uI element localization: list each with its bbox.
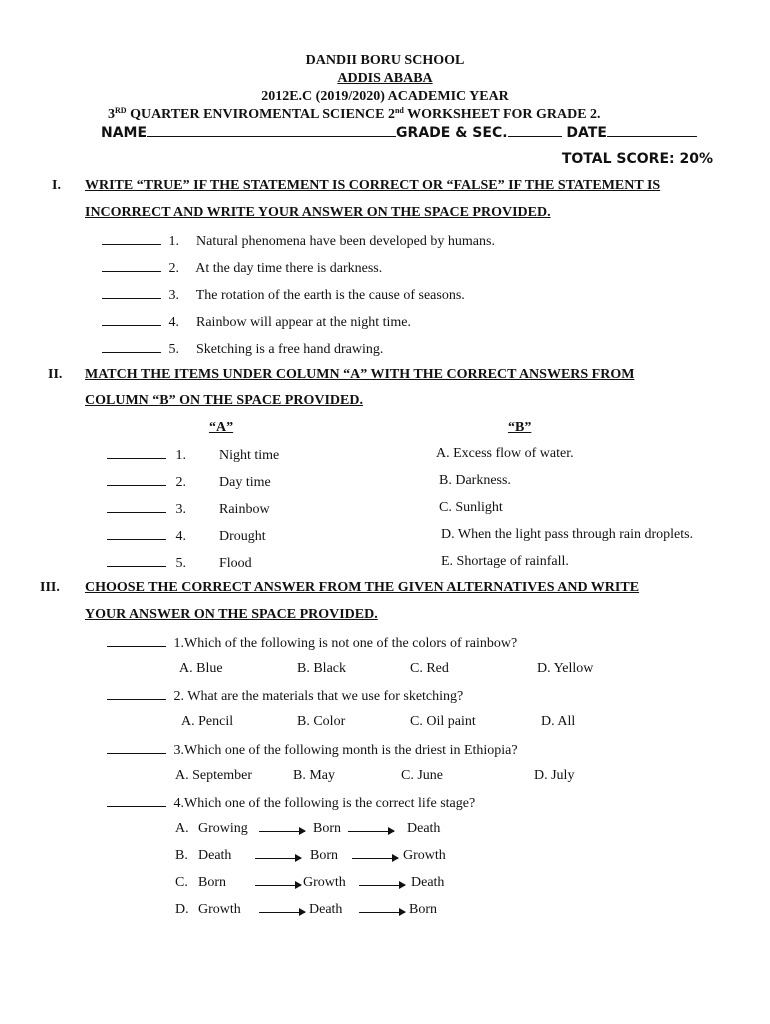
question-text: 3.Which one of the following month is the driest in Ethiopia? (173, 743, 518, 758)
arrow-icon (255, 858, 301, 859)
option: D. Yellow (537, 661, 594, 676)
section-3-numeral: III. (40, 580, 60, 595)
row-number: 5. (175, 556, 186, 571)
option-letter: B. (175, 848, 188, 863)
list-item (102, 286, 465, 304)
statement-text: Natural phenomena have been developed by humans. (196, 234, 495, 249)
name-field[interactable] (147, 124, 396, 137)
stage-1: Born (198, 875, 226, 890)
arrow-icon (255, 885, 301, 886)
answer-blank[interactable] (102, 313, 161, 326)
section-3-title-line1: CHOOSE THE CORRECT ANSWER FROM THE GIVEN ALTERNATIVES AND WRITE (85, 580, 640, 595)
list-item (102, 232, 495, 250)
column-a-item: Day time (219, 475, 271, 490)
option: A. September (175, 768, 252, 783)
option-letter: C. (175, 875, 188, 890)
row-number: 3. (175, 502, 186, 517)
column-b-item: D. When the light pass through rain droplets. (441, 527, 694, 542)
question-2 (107, 687, 463, 705)
item-number: 2. (168, 261, 179, 276)
quarter-subject: QUARTER ENVIROMENTAL SCIENCE 2 (126, 107, 395, 122)
answer-blank[interactable] (107, 554, 166, 567)
option-letter: D. (175, 902, 189, 917)
option: D. All (541, 714, 576, 729)
list-item (102, 259, 382, 277)
option: C. Red (410, 661, 449, 676)
option: B. Black (297, 661, 346, 676)
option: B. Color (297, 714, 346, 729)
column-b-item: C. Sunlight (439, 500, 503, 515)
grade-label: GRADE & SEC. (396, 125, 508, 141)
arrow-icon (352, 858, 398, 859)
column-a-item: Rainbow (219, 502, 270, 517)
table-row (107, 554, 252, 572)
column-a-item: Flood (219, 556, 252, 571)
answer-blank[interactable] (107, 794, 166, 807)
table-row (107, 446, 279, 464)
section-2-numeral: II. (48, 367, 63, 382)
column-b-item: B. Darkness. (439, 473, 511, 488)
grade-title: WORKSHEET FOR GRADE 2. (403, 107, 601, 122)
table-row (107, 500, 270, 518)
statement-text: The rotation of the earth is the cause of seasons. (195, 288, 465, 303)
stage-1: Growing (198, 821, 248, 836)
quarter-suffix: RD (115, 106, 127, 115)
arrow-icon (359, 912, 405, 913)
arrow-icon (259, 912, 305, 913)
question-text: 1.Which of the following is not one of the colors of rainbow? (173, 636, 518, 651)
answer-blank[interactable] (102, 286, 161, 299)
option: B. May (293, 768, 335, 783)
quarter-suffix-2: nd (394, 106, 404, 115)
answer-blank[interactable] (107, 527, 166, 540)
grade-field[interactable] (508, 124, 562, 137)
table-row (107, 527, 266, 545)
table-row (107, 473, 271, 491)
answer-blank[interactable] (102, 232, 161, 245)
option: A. Pencil (181, 714, 234, 729)
answer-blank[interactable] (107, 446, 166, 459)
stage-2: Death (309, 902, 343, 917)
option: D. July (534, 768, 575, 783)
date-label: DATE (566, 125, 607, 141)
stage-3: Death (411, 875, 445, 890)
section-2-title-line1: MATCH THE ITEMS UNDER COLUMN “A” WITH THE CORRECT ANSWERS FROM (85, 367, 635, 382)
row-number: 2. (175, 475, 186, 490)
worksheet-title (108, 106, 601, 123)
stage-1: Growth (198, 902, 241, 917)
total-score: TOTAL SCORE: 20% (561, 151, 713, 167)
answer-blank[interactable] (107, 500, 166, 513)
academic-year: 2012E.C (2019/2020) ACADEMIC YEAR (261, 89, 509, 104)
student-info-line (101, 124, 697, 141)
school-name: DANDII BORU SCHOOL (305, 53, 465, 68)
item-number: 4. (168, 315, 179, 330)
date-field[interactable] (607, 124, 697, 137)
answer-blank[interactable] (102, 340, 161, 353)
item-number: 5. (168, 342, 179, 357)
column-b-item: E. Shortage of rainfall. (441, 554, 569, 569)
section-1-title-line2: INCORRECT AND WRITE YOUR ANSWER ON THE SPACE PROVIDED. (85, 205, 551, 220)
section-2-title-line2: COLUMN “B” ON THE SPACE PROVIDED. (85, 393, 363, 408)
stage-1: Death (198, 848, 232, 863)
answer-blank[interactable] (107, 473, 166, 486)
stage-3: Death (407, 821, 441, 836)
option: C. Oil paint (410, 714, 476, 729)
arrow-icon (348, 831, 394, 832)
answer-blank[interactable] (102, 259, 161, 272)
answer-blank[interactable] (107, 741, 166, 754)
statement-text: At the day time there is darkness. (195, 261, 383, 276)
stage-3: Growth (403, 848, 446, 863)
row-number: 4. (175, 529, 186, 544)
question-3 (107, 741, 518, 759)
stage-2: Growth (303, 875, 346, 890)
row-number: 1. (175, 448, 186, 463)
section-3-title-line2: YOUR ANSWER ON THE SPACE PROVIDED. (85, 607, 378, 622)
arrow-icon (259, 831, 305, 832)
list-item (102, 340, 383, 358)
stage-2: Born (310, 848, 338, 863)
column-b-item: A. Excess flow of water. (436, 446, 574, 461)
stage-2: Born (313, 821, 341, 836)
statement-text: Rainbow will appear at the night time. (196, 315, 412, 330)
city-name: ADDIS ABABA (337, 71, 433, 86)
column-a-header: “A” (209, 420, 234, 435)
option: A. Blue (179, 661, 223, 676)
quarter-number: 3 (108, 107, 115, 122)
option-letter: A. (175, 821, 189, 836)
option: C. June (401, 768, 443, 783)
question-text: 2. What are the materials that we use for sketching? (173, 689, 464, 704)
answer-blank[interactable] (107, 634, 166, 647)
stage-3: Born (409, 902, 437, 917)
section-1-title-line1: WRITE “TRUE” IF THE STATEMENT IS CORRECT OR “FALSE” IF THE STATEMENT IS (85, 178, 661, 193)
section-1-numeral: I. (52, 178, 61, 193)
column-a-item: Drought (219, 529, 266, 544)
item-number: 3. (168, 288, 179, 303)
item-number: 1. (168, 234, 179, 249)
question-4 (107, 794, 475, 812)
name-label: NAME (101, 125, 148, 141)
arrow-icon (359, 885, 405, 886)
question-text: 4.Which one of the following is the correct life stage? (173, 796, 476, 811)
list-item (102, 313, 411, 331)
answer-blank[interactable] (107, 687, 166, 700)
column-a-item: Night time (219, 448, 280, 463)
column-b-header: “B” (508, 420, 532, 435)
statement-text: Sketching is a free hand drawing. (196, 342, 384, 357)
question-1 (107, 634, 517, 652)
